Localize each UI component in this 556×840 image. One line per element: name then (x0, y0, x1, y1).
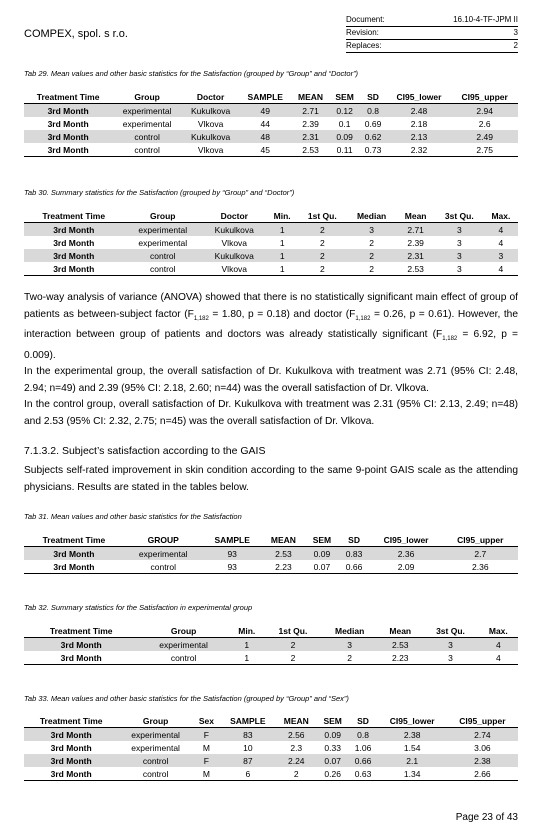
column-header: CI95_lower (378, 714, 447, 728)
table-cell: 0.09 (330, 130, 360, 143)
table-cell: 45 (239, 143, 291, 157)
table-cell: 0.33 (324, 742, 341, 753)
table-cell: 3rd Month (50, 742, 92, 753)
document-meta (346, 14, 518, 53)
table-cell: Vlkova (182, 143, 239, 157)
table-cell: 2 (347, 262, 397, 276)
table-cell: 1.34 (378, 767, 447, 781)
table-cell: 2 (319, 237, 325, 248)
table-cell: 6 (220, 767, 276, 781)
table-cell: experimental (138, 638, 228, 652)
table-cell: 49 (239, 104, 291, 118)
table-cell: 2.36 (369, 547, 442, 561)
table-cell: 0.8 (359, 104, 386, 118)
page-header (24, 14, 518, 52)
anova-sub-c: 1,182 (442, 336, 458, 343)
table-row (24, 754, 518, 767)
table-cell: control (112, 130, 182, 143)
table-cell: 2.3 (290, 742, 303, 753)
table-cell: 2.75 (451, 143, 518, 157)
table-cell: 0.69 (364, 118, 382, 129)
table-cell: M (193, 767, 220, 781)
table-cell: 2.18 (410, 118, 428, 129)
table-row (24, 130, 518, 143)
table-header-row (24, 714, 518, 728)
table-cell: 2 (298, 223, 347, 237)
table-cell: 1 (229, 651, 265, 665)
table-cell: 3rd Month (24, 143, 112, 157)
revision-label: Revision: (346, 28, 379, 37)
experimental-paragraph: In the experimental group, the overall satisfaction of Dr. Kukulkova with treatment was 2.71 (95% CI: 2.48, 2.94; n=49) and 2.39 (95% CI: 2.18, 2.60; n=44) was the overall satisfaction of Dr. Vlkova. (24, 366, 518, 394)
table-cell: 2.23 (378, 651, 422, 665)
table-cell: 3rd Month (24, 728, 118, 742)
table-cell: 2.39 (407, 237, 424, 248)
table31-caption: Tab 31. Mean values and other basic statistics for the Satisfaction (24, 512, 242, 521)
table29 (24, 90, 518, 157)
table-cell: 2.53 (291, 143, 329, 157)
table-cell: experimental (122, 118, 172, 129)
table-row (24, 741, 518, 754)
column-header: Max. (484, 209, 518, 223)
column-header: Mean (396, 209, 434, 223)
table-cell: 2.36 (443, 560, 518, 574)
replaces-value: 2 (513, 41, 518, 50)
column-header: Treatment Time (24, 624, 138, 638)
column-header: Median (347, 209, 397, 223)
column-header: Treatment Time (24, 90, 112, 104)
table-cell: 3rd Month (24, 638, 138, 652)
table-row (24, 262, 518, 276)
table-cell: 0.09 (317, 728, 349, 742)
table-cell: 2 (347, 249, 397, 262)
table-cell: 3 (456, 237, 462, 248)
table-cell: 3rd Month (24, 223, 123, 237)
table-header-row (24, 533, 518, 547)
revision-value: 3 (513, 28, 518, 37)
table-cell: 2.53 (262, 547, 305, 561)
table-cell: 2.31 (291, 130, 329, 143)
column-header: SAMPLE (203, 533, 262, 547)
table-cell: 0.26 (317, 767, 349, 781)
document-value: 16.10-4-TF-JPM II (453, 15, 518, 24)
document-page (24, 0, 518, 840)
table-cell: experimental (123, 223, 202, 237)
table30 (24, 209, 518, 276)
table-cell: 0.07 (317, 754, 349, 767)
table-row (24, 651, 518, 665)
table-cell: F (193, 754, 220, 767)
table-cell: 3rd Month (24, 651, 138, 665)
column-header: Group (118, 714, 193, 728)
table-cell: 2.71 (396, 223, 434, 237)
table-cell: 2.71 (291, 104, 329, 118)
table-cell: 2.13 (387, 130, 452, 143)
table-row (24, 143, 518, 157)
table-cell: 3rd Month (24, 547, 124, 561)
anova-text-d: = 6.92, p = 0.009). (24, 329, 518, 361)
column-header: Sex (193, 714, 220, 728)
column-header: Group (112, 90, 182, 104)
table-cell: 2.1 (378, 754, 447, 767)
table-cell: 2.53 (378, 638, 422, 652)
table-cell: 3 (347, 223, 397, 237)
table-cell: 0.62 (359, 130, 386, 143)
column-header: Mean (378, 624, 422, 638)
table-row (24, 104, 518, 118)
table-cell: 2.94 (451, 104, 518, 118)
column-header: SD (339, 533, 370, 547)
column-header: Group (123, 209, 202, 223)
anova-sub-a: 1,182 (193, 315, 209, 322)
table-cell: 2.74 (447, 728, 518, 742)
table-cell: 2 (298, 262, 347, 276)
table-cell: 1 (267, 262, 298, 276)
column-header: MEAN (276, 714, 317, 728)
table-cell: F (193, 728, 220, 742)
table-row (24, 547, 518, 561)
column-header: SAMPLE (220, 714, 276, 728)
column-header: Doctor (202, 209, 266, 223)
table-row (24, 249, 518, 262)
table-cell: 3rd Month (24, 249, 123, 262)
table-cell: 2 (321, 651, 378, 665)
table-cell: 2.38 (378, 728, 447, 742)
table-cell: Vlkova (202, 262, 266, 276)
table29-caption: Tab 29. Mean values and other basic statistics for the Satisfaction (grouped by “Group” and “Doctor”) (24, 69, 359, 78)
anova-text-c: = 0.26, p = 0.61). However, the interaction between group of patients and doctors was already statistically significant (F (24, 308, 519, 341)
table-cell: 3rd Month (24, 104, 112, 118)
table-row (24, 223, 518, 237)
table-cell: 1 (267, 249, 298, 262)
table-cell: 0.1 (338, 118, 351, 129)
table-cell: Kukulkova (202, 223, 266, 237)
page-number: Page 23 of 43 (455, 812, 518, 823)
control-paragraph: In the control group, overall satisfaction of Dr. Kukulkova with treatment was 2.31 (95% CI: 2.13, 2.49; n=48) and 2.53 (95% CI: 2.32, 2.75; n=45) was the overall satisfaction of Dr. Vlkova. (24, 399, 518, 427)
document-label: Document: (346, 15, 385, 24)
column-header: CI95_upper (451, 90, 518, 104)
table-cell: 0.66 (339, 560, 370, 574)
table-cell: 2.6 (478, 118, 491, 129)
table-cell: 1.54 (403, 742, 421, 753)
table-cell: 0.07 (305, 560, 339, 574)
table-cell: experimental (124, 547, 203, 561)
column-header: CI95_upper (443, 533, 518, 547)
table-cell: 2.66 (447, 767, 518, 781)
table-cell: 1 (229, 638, 265, 652)
table-cell: 2 (298, 249, 347, 262)
column-header: SEM (317, 714, 349, 728)
table-cell: 10 (243, 742, 253, 753)
column-header: Min. (229, 624, 265, 638)
table-cell: 2 (265, 638, 321, 652)
table-cell: 3 (422, 638, 478, 652)
table-cell: 1 (267, 223, 298, 237)
company-name: COMPEX, spol. s r.o. (24, 28, 128, 40)
revision-row (346, 27, 518, 40)
column-header: SEM (330, 90, 360, 104)
table-cell: 2.32 (387, 143, 452, 157)
table-cell: 2.39 (302, 118, 319, 129)
table-cell: 0.8 (349, 728, 378, 742)
table-cell: 4 (498, 237, 504, 248)
table-cell: 3rd Month (24, 754, 118, 767)
table-cell: 3rd Month (24, 560, 124, 574)
table-cell: 2.48 (387, 104, 452, 118)
table-cell: 2.7 (443, 547, 518, 561)
table-cell: 2 (276, 767, 317, 781)
table-cell: 0.66 (349, 754, 378, 767)
gais-paragraph: Subjects self-rated improvement in skin condition according to the same 9-point GAIS scale as the attending physicians. Results are stated in the tables below. (24, 465, 518, 493)
column-header: 3st Qu. (422, 624, 478, 638)
column-header: Group (138, 624, 228, 638)
table32 (24, 624, 518, 665)
table-cell: 2 (369, 237, 374, 248)
table-cell: 2.56 (276, 728, 317, 742)
document-row (346, 14, 518, 27)
replaces-row (346, 40, 518, 53)
table-cell: 0.12 (330, 104, 360, 118)
table-cell: Kukulkova (182, 130, 239, 143)
column-header: Min. (267, 209, 298, 223)
table-cell: 3rd Month (47, 118, 89, 129)
table-cell: Kukulkova (202, 249, 266, 262)
table-row (24, 728, 518, 742)
table-cell: 3rd Month (24, 767, 118, 781)
column-header: CI95_upper (447, 714, 518, 728)
table-cell: 3 (484, 249, 518, 262)
column-header: 1st Qu. (298, 209, 347, 223)
column-header: Treatment Time (24, 209, 123, 223)
table-cell: 4 (484, 223, 518, 237)
table-cell: 1.06 (354, 742, 372, 753)
table-cell: 0.63 (349, 767, 378, 781)
table-cell: 44 (260, 118, 270, 129)
table31 (24, 533, 518, 574)
table-cell: control (118, 754, 193, 767)
table-cell: 2.23 (262, 560, 305, 574)
table-header-row (24, 209, 518, 223)
table-row (24, 638, 518, 652)
column-header: Median (321, 624, 378, 638)
anova-text-a: Two-way analysis of variance (ANOVA) showed that there is no statistically significant main effect of group of patients as between-subject factor (F (24, 292, 518, 320)
table-cell: 3 (435, 249, 484, 262)
table-cell: 2.38 (447, 754, 518, 767)
table-cell: 2.49 (451, 130, 518, 143)
replaces-label: Replaces: (346, 41, 382, 50)
column-header: 3st Qu. (435, 209, 484, 223)
table-cell: 48 (239, 130, 291, 143)
table-cell: 2.53 (396, 262, 434, 276)
table-cell: control (118, 767, 193, 781)
table-cell: control (123, 262, 202, 276)
table-cell: control (138, 651, 228, 665)
table-cell: 4 (484, 262, 518, 276)
table-cell: 3rd Month (24, 262, 123, 276)
column-header: SD (349, 714, 378, 728)
column-header: SEM (305, 533, 339, 547)
table-cell: 83 (220, 728, 276, 742)
table-cell: experimental (138, 237, 188, 248)
table-row (24, 117, 518, 130)
table-cell: 0.83 (339, 547, 370, 561)
column-header: GROUP (124, 533, 203, 547)
table-cell: 93 (203, 547, 262, 561)
table33-caption: Tab 33. Mean values and other basic statistics for the Satisfaction (grouped by “Group” and “Sex”) (24, 694, 349, 703)
column-header: 1st Qu. (265, 624, 321, 638)
table-cell: 3rd Month (53, 237, 95, 248)
column-header: SAMPLE (239, 90, 291, 104)
table-cell: 3.06 (474, 742, 491, 753)
table-cell: 3 (321, 638, 378, 652)
column-header: CI95_lower (369, 533, 442, 547)
column-header: MEAN (291, 90, 329, 104)
table-cell: M (202, 742, 210, 753)
table-cell: Vlkova (197, 118, 224, 129)
table-cell: Kukulkova (182, 104, 239, 118)
table-cell: 4 (479, 638, 518, 652)
column-header: CI95_lower (387, 90, 452, 104)
table-cell: experimental (131, 742, 180, 753)
table-cell: 1 (279, 237, 285, 248)
section-heading: 7.1.3.2. Subject’s satisfaction according to the GAIS (24, 445, 266, 457)
table-cell: Vlkova (221, 237, 248, 248)
table-header-row (24, 624, 518, 638)
table-cell: 0.09 (305, 547, 339, 561)
table-cell: 3rd Month (24, 130, 112, 143)
column-header: Treatment Time (24, 533, 124, 547)
table-cell: 2.24 (276, 754, 317, 767)
table-cell: 2 (265, 651, 321, 665)
table-cell: 0.11 (330, 143, 360, 157)
column-header: MEAN (262, 533, 305, 547)
table-cell: control (112, 143, 182, 157)
table-cell: 87 (220, 754, 276, 767)
anova-sub-b: 1,182 (355, 315, 371, 322)
table-cell: experimental (118, 728, 193, 742)
column-header: Max. (479, 624, 518, 638)
table-cell: 2.31 (396, 249, 434, 262)
table-row (24, 236, 518, 249)
anova-paragraph (24, 290, 518, 364)
table-row (24, 767, 518, 781)
table-row (24, 560, 518, 574)
table-cell: experimental (112, 104, 182, 118)
table32-caption: Tab 32. Summary statistics for the Satisfaction in experimental group (24, 603, 253, 612)
table-cell: 93 (203, 560, 262, 574)
table30-caption: Tab 30. Summary statistics for the Satisfaction (grouped by “Group” and “Doctor”) (24, 188, 295, 197)
anova-text-b: = 1.80, p = 0.18) and doctor (F (208, 308, 356, 320)
table-cell: 3 (435, 262, 484, 276)
table-cell: 2.09 (369, 560, 442, 574)
table-cell: control (123, 249, 202, 262)
column-header: SD (359, 90, 386, 104)
table-cell: control (124, 560, 203, 574)
table-header-row (24, 90, 518, 104)
column-header: Doctor (182, 90, 239, 104)
table33 (24, 714, 518, 781)
table-cell: 4 (479, 651, 518, 665)
table-cell: 0.73 (359, 143, 386, 157)
table-cell: 3 (422, 651, 478, 665)
column-header: Treatment Time (24, 714, 118, 728)
table-cell: 3 (435, 223, 484, 237)
